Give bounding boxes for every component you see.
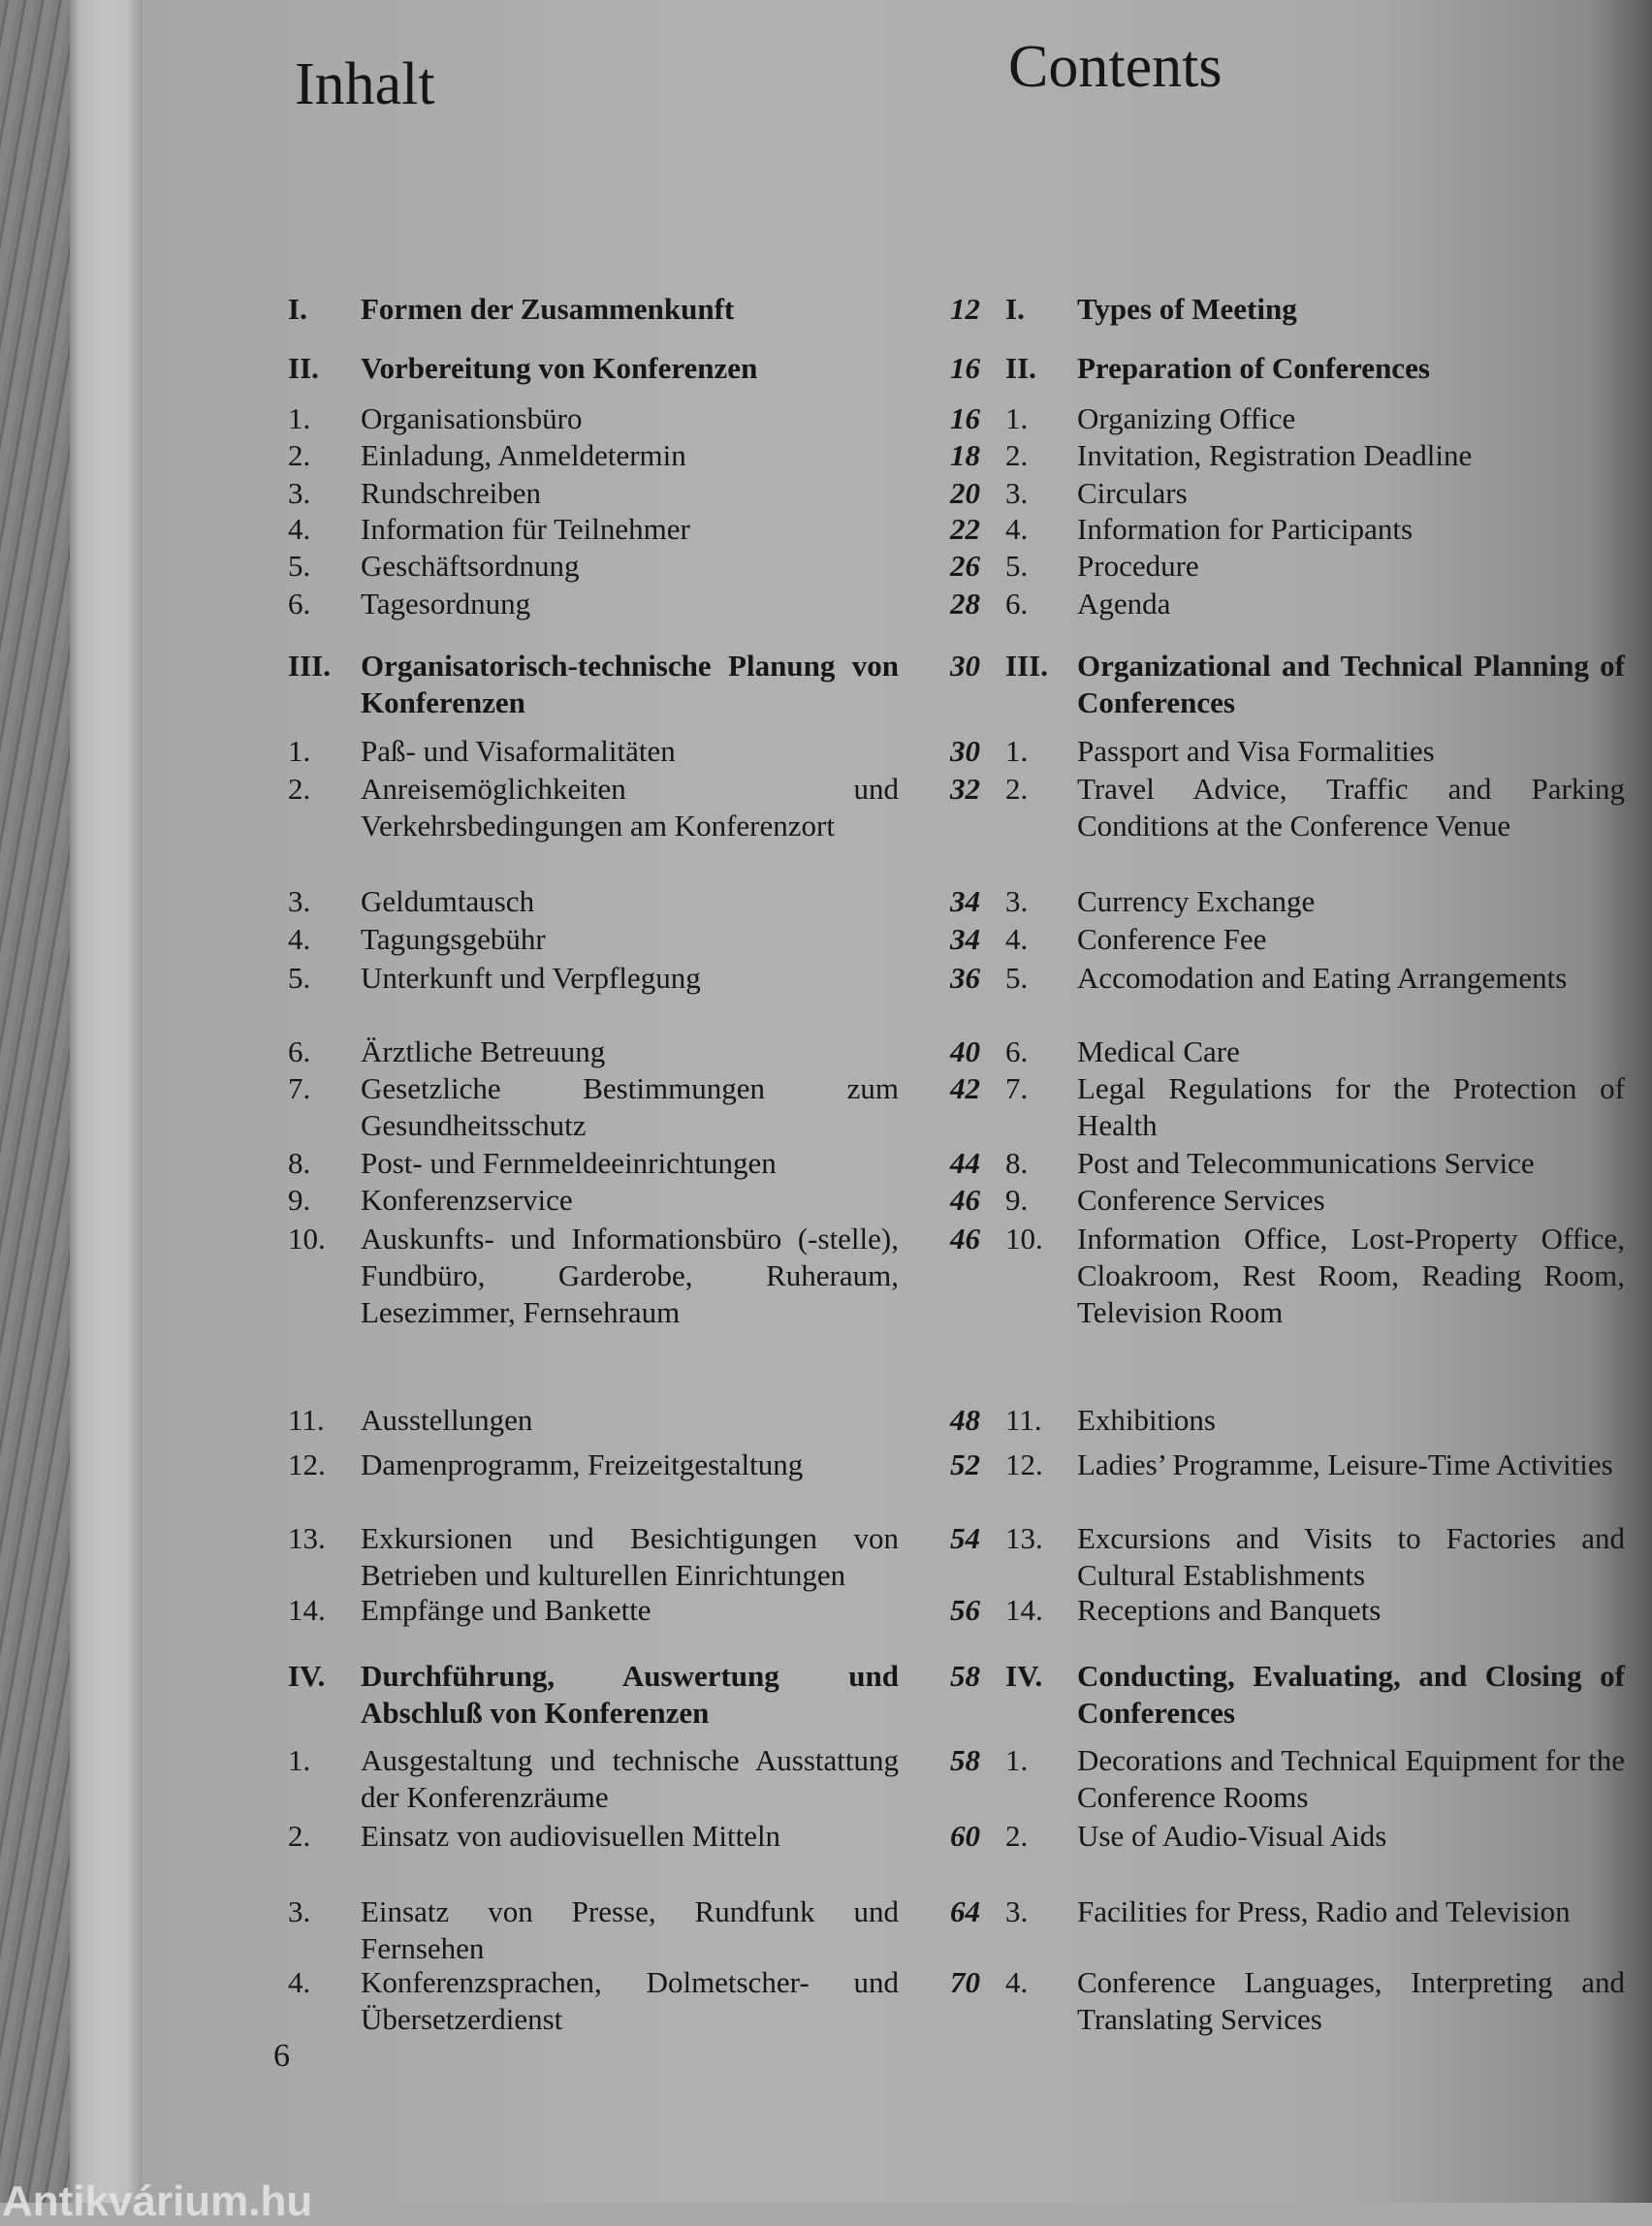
entry-number-german: 3.: [288, 1894, 311, 1928]
entry-number-english: 3.: [1005, 884, 1029, 918]
entry-title-english: Conference Services: [1077, 1183, 1325, 1217]
entry-number-english: 3.: [1005, 476, 1029, 510]
entry-title-german: Konferenzsprachen, Dolmetscher- und Übersetzerdienst: [361, 1965, 899, 2036]
entry-number-english: 2.: [1005, 438, 1029, 472]
entry-title-german: Geldumtausch: [361, 884, 535, 918]
entry-title-english: Types of Meeting: [1077, 292, 1297, 326]
entry-title-german: Konferenzservice: [361, 1183, 573, 1217]
entry-title-german: Durchführung, Auswertung und Abschluß von Konferenzen: [361, 1659, 899, 1730]
entry-page-number: 58: [950, 1659, 980, 1693]
entry-title-german: Auskunfts- und Informationsbüro (-stelle), Fundbüro, Garderobe, Ruheraum, Lesezimmer, Fernsehraum: [361, 1222, 899, 1329]
entry-title-german: Exkursionen und Besichtigungen von Betrieben und kulturellen Einrichtungen: [361, 1521, 899, 1592]
entry-number-german: 6.: [288, 1034, 311, 1068]
entry-number-english: 13.: [1005, 1521, 1043, 1555]
entry-page-number: 34: [950, 884, 980, 918]
entry-number-english: 9.: [1005, 1183, 1029, 1217]
entry-title-german: Ausgestaltung und technische Ausstattung der Konferenzräume: [361, 1743, 899, 1814]
entry-title-german: Tagesordnung: [361, 587, 531, 620]
entry-number-english: II.: [1005, 351, 1036, 385]
entry-number-english: 2.: [1005, 1819, 1029, 1853]
entry-number-english: 1.: [1005, 1743, 1029, 1777]
entry-page-number: 28: [950, 587, 980, 620]
entry-number-english: 6.: [1005, 587, 1029, 620]
watermark: Antikvárium.hu: [2, 2178, 313, 2225]
entry-number-german: 1.: [288, 734, 311, 768]
entry-title-english: Currency Exchange: [1077, 884, 1316, 918]
entry-page-number: 32: [950, 772, 980, 806]
entry-number-english: 14.: [1005, 1593, 1043, 1627]
entry-title-german: Paß- und Visaformalitäten: [361, 734, 676, 768]
entry-number-german: II.: [288, 351, 319, 385]
entry-number-english: 11.: [1005, 1403, 1042, 1437]
entry-page-number: 46: [950, 1222, 980, 1256]
entry-page-number: 56: [950, 1593, 980, 1627]
entry-title-german: Damenprogramm, Freizeitgestaltung: [361, 1447, 804, 1481]
entry-title-german: Anreisemöglichkeiten und Verkehrsbedingungen am Konferenzort: [361, 772, 899, 843]
entry-title-english: Organizational and Technical Planning of Conferences: [1077, 649, 1625, 719]
entry-title-english: Invitation, Registration Deadline: [1077, 438, 1473, 472]
entry-page-number: 26: [950, 549, 980, 583]
entry-number-english: 3.: [1005, 1894, 1029, 1928]
entry-page-number: 12: [950, 292, 980, 326]
entry-number-german: 12.: [288, 1447, 326, 1481]
entry-number-german: 5.: [288, 961, 311, 995]
entry-number-english: 6.: [1005, 1034, 1029, 1068]
entry-page-number: 70: [950, 1965, 980, 1999]
entry-title-german: Post- und Fernmeldeeinrichtungen: [361, 1146, 777, 1180]
entry-number-german: 6.: [288, 587, 311, 620]
entry-title-german: Vorbereitung von Konferenzen: [361, 351, 758, 385]
entry-title-english: Legal Regulations for the Protection of Health: [1077, 1071, 1625, 1142]
entry-number-english: 5.: [1005, 549, 1029, 583]
entry-number-english: 4.: [1005, 1965, 1029, 1999]
entry-number-english: 10.: [1005, 1222, 1043, 1256]
entry-number-german: 2.: [288, 1819, 311, 1853]
entry-title-english: Information Office, Lost-Property Office, Cloakroom, Rest Room, Reading Room, Television Room: [1077, 1222, 1625, 1329]
entry-page-number: 30: [950, 649, 980, 683]
entry-number-english: IV.: [1005, 1659, 1043, 1693]
entry-number-english: 12.: [1005, 1447, 1043, 1481]
entry-number-english: 1.: [1005, 401, 1029, 435]
entry-number-german: 3.: [288, 884, 311, 918]
entry-title-english: Information for Participants: [1077, 512, 1414, 546]
entry-number-german: I.: [288, 292, 307, 326]
entry-title-german: Geschäftsordnung: [361, 549, 580, 583]
entry-number-german: 4.: [288, 512, 311, 546]
entry-page-number: 54: [950, 1521, 980, 1555]
entry-title-english: Exhibitions: [1077, 1403, 1216, 1437]
entry-title-english: Agenda: [1077, 587, 1171, 620]
entry-page-number: 64: [950, 1894, 980, 1928]
entry-title-german: Ausstellungen: [361, 1403, 533, 1437]
entry-page-number: 40: [950, 1034, 980, 1068]
entry-number-german: 8.: [288, 1146, 311, 1180]
entry-title-english: Conference Fee: [1077, 922, 1267, 956]
entry-title-german: Einladung, Anmeldetermin: [361, 438, 686, 472]
entry-title-german: Einsatz von audiovisuellen Mitteln: [361, 1819, 781, 1853]
entry-page-number: 46: [950, 1183, 980, 1217]
entry-page-number: 42: [950, 1071, 980, 1105]
page-number: 6: [273, 2038, 290, 2074]
entry-number-german: 2.: [288, 438, 311, 472]
entry-number-english: 4.: [1005, 512, 1029, 546]
entry-page-number: 48: [950, 1403, 980, 1437]
entry-title-english: Passport and Visa Formalities: [1077, 734, 1435, 768]
entry-number-english: 5.: [1005, 961, 1029, 995]
entry-title-english: Excursions and Visits to Factories and Cultural Establishments: [1077, 1521, 1625, 1592]
entry-number-english: 2.: [1005, 772, 1029, 806]
entry-title-german: Rundschreiben: [361, 476, 541, 510]
entry-number-german: 4.: [288, 922, 311, 956]
entry-page-number: 16: [950, 351, 980, 385]
entry-number-english: 1.: [1005, 734, 1029, 768]
entry-title-english: Medical Care: [1077, 1034, 1240, 1068]
entry-title-english: Procedure: [1077, 549, 1199, 583]
entry-number-german: 3.: [288, 476, 311, 510]
entry-title-english: Accomodation and Eating Arrangements: [1077, 961, 1568, 995]
entry-title-english: Travel Advice, Traffic and Parking Conditions at the Conference Venue: [1077, 772, 1625, 843]
book-binding: [70, 0, 143, 2203]
entry-number-english: 7.: [1005, 1071, 1029, 1105]
entry-number-english: 8.: [1005, 1146, 1029, 1180]
entry-number-german: 5.: [288, 549, 311, 583]
entry-title-german: Empfänge und Bankette: [361, 1593, 651, 1627]
entry-title-english: Preparation of Conferences: [1077, 351, 1430, 385]
entry-number-german: 11.: [288, 1403, 325, 1437]
entry-title-english: Use of Audio-Visual Aids: [1077, 1819, 1387, 1853]
entry-page-number: 52: [950, 1447, 980, 1481]
entry-number-english: 4.: [1005, 922, 1029, 956]
entry-title-german: Einsatz von Presse, Rundfunk und Fernsehen: [361, 1894, 899, 1965]
entry-number-german: 2.: [288, 772, 311, 806]
entry-page-number: 30: [950, 734, 980, 768]
entry-number-german: 9.: [288, 1183, 311, 1217]
entry-page-number: 60: [950, 1819, 980, 1853]
entry-title-english: Post and Telecommunications Service: [1077, 1146, 1535, 1180]
entry-title-english: Circulars: [1077, 476, 1188, 510]
entry-number-english: III.: [1005, 649, 1048, 683]
entry-page-number: 44: [950, 1146, 980, 1180]
entry-title-english: Ladies’ Programme, Leisure-Time Activities: [1077, 1447, 1613, 1481]
entry-page-number: 36: [950, 961, 980, 995]
entry-title-german: Organisationsbüro: [361, 401, 583, 435]
entry-page-number: 20: [950, 476, 980, 510]
title-german: Inhalt: [295, 51, 435, 117]
entry-title-english: Conference Languages, Interpreting and Translating Services: [1077, 1965, 1625, 2036]
entry-number-german: 1.: [288, 401, 311, 435]
entry-title-german: Organisatorisch-technische Planung von Konferenzen: [361, 649, 899, 719]
entry-number-german: III.: [288, 649, 331, 683]
entry-number-german: 10.: [288, 1222, 326, 1256]
entry-page-number: 16: [950, 401, 980, 435]
table-surface: [0, 0, 70, 2203]
entry-page-number: 58: [950, 1743, 980, 1777]
entry-title-german: Tagungsgebühr: [361, 922, 546, 956]
entry-title-german: Information für Teilnehmer: [361, 512, 690, 546]
entry-title-german: Ärztliche Betreuung: [361, 1034, 606, 1068]
entry-number-german: IV.: [288, 1659, 326, 1693]
entry-title-german: Unterkunft und Verpflegung: [361, 961, 701, 995]
entry-title-english: Decorations and Technical Equipment for the Conference Rooms: [1077, 1743, 1625, 1814]
title-english: Contents: [1008, 34, 1223, 100]
entry-title-english: Facilities for Press, Radio and Television: [1077, 1894, 1571, 1928]
entry-number-german: 4.: [288, 1965, 311, 1999]
entry-page-number: 18: [950, 438, 980, 472]
entry-title-german: Formen der Zusammenkunft: [361, 292, 735, 326]
entry-number-english: I.: [1005, 292, 1025, 326]
entry-number-german: 14.: [288, 1593, 326, 1627]
entry-number-german: 13.: [288, 1521, 326, 1555]
entry-title-english: Receptions and Banquets: [1077, 1593, 1382, 1627]
entry-number-german: 7.: [288, 1071, 311, 1105]
entry-title-english: Conducting, Evaluating, and Closing of Conferences: [1077, 1659, 1625, 1730]
entry-number-german: 1.: [288, 1743, 311, 1777]
entry-page-number: 34: [950, 922, 980, 956]
entry-page-number: 22: [950, 512, 980, 546]
entry-title-english: Organizing Office: [1077, 401, 1296, 435]
entry-title-german: Gesetzliche Bestimmungen zum Gesundheitsschutz: [361, 1071, 899, 1142]
